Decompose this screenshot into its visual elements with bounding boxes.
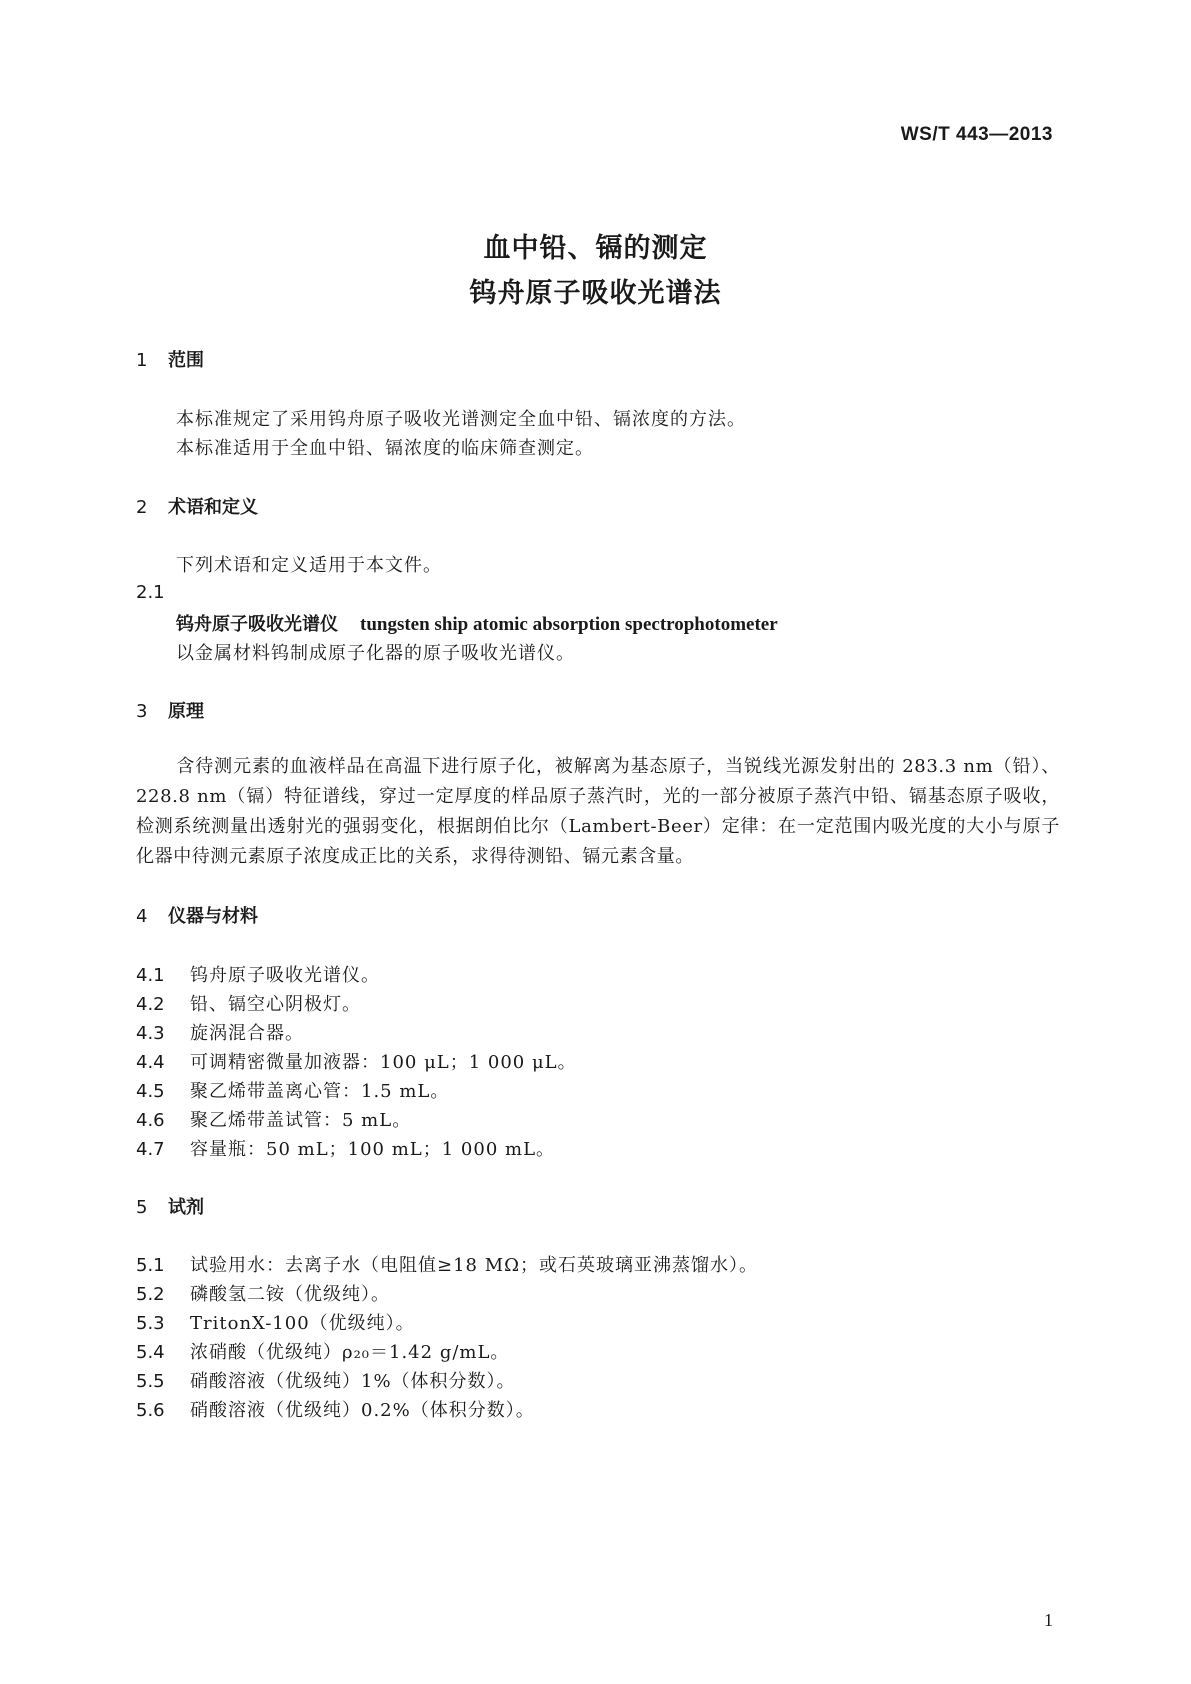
section-title: 范围 [168,350,204,371]
item-number: 5.3 [136,1313,165,1334]
list-item [136,1048,577,1074]
section-heading-principle [136,697,204,723]
principle-text [136,752,1060,872]
section-title: 仪器与材料 [168,906,258,927]
section-number: 3 [136,701,148,722]
section-title: 术语和定义 [168,497,258,518]
item-text: 聚乙烯带盖离心管：1.5 mL。 [190,1081,450,1102]
list-item [136,961,380,987]
list-item [136,1077,449,1103]
item-number: 4.1 [136,965,165,986]
item-number: 4.5 [136,1081,165,1102]
item-number: 5.4 [136,1342,165,1363]
item-number: 4.2 [136,994,165,1015]
subsection-number: 2.1 [136,582,165,603]
term-english: tungsten ship atomic absorption spectrophotometer [360,614,778,635]
paragraph: 本标准适用于全血中铅、镉浓度的临床筛查测定。 [176,438,594,459]
list-item [136,1280,390,1306]
principle-paragraph: 含待测元素的血液样品在高温下进行原子化，被解离为基态原子，当锐线光源发射出的 283.3 nm（铅）、228.8 nm（镉）特征谱线，穿过一定厚度的样品原子蒸汽时，光的一部分被原子蒸汽中铅、镉基态原子吸收，检测系统测量出透射光的强弱变化，根据朗伯比尔（Lambert-Beer）定律：在一定范围内吸光度的大小与原子化器中待测元素原子浓度成正比的关系，求得待测铅、镉元素含量。 [136,756,1060,867]
list-item [136,1019,304,1045]
term-definition: 以金属材料钨制成原子化器的原子吸收光谱仪。 [176,643,575,664]
item-text: 铅、镉空心阴极灯。 [190,994,361,1015]
section-number: 1 [136,350,148,371]
item-number: 4.3 [136,1023,165,1044]
list-item [136,1309,415,1335]
list-item [136,1367,516,1393]
section-title: 试剂 [168,1197,204,1218]
page-number: 1 [1044,1610,1053,1630]
item-text: 硝酸溶液（优级纯）0.2%（体积分数）。 [190,1400,535,1421]
list-item [136,1251,758,1277]
section-heading-terms [136,493,258,519]
list-item [136,990,361,1016]
list-item [136,1338,509,1364]
list-item [136,1135,555,1161]
section-heading-instruments [136,902,258,928]
section-number: 2 [136,497,148,518]
item-number: 5.1 [136,1255,165,1276]
item-text: 浓硝酸（优级纯）ρ₂₀＝1.42 g/mL。 [190,1342,510,1363]
item-text: 容量瓶：50 mL；100 mL；1 000 mL。 [190,1139,556,1160]
item-text: 硝酸溶液（优级纯）1%（体积分数）。 [190,1371,516,1392]
paragraph: 下列术语和定义适用于本文件。 [176,555,442,576]
term-entry [176,610,778,636]
list-item [136,1106,411,1132]
item-number: 4.6 [136,1110,165,1131]
item-number: 5.6 [136,1400,165,1421]
item-text: 试验用水：去离子水（电阻值≥18 MΩ；或石英玻璃亚沸蒸馏水）。 [190,1255,759,1276]
standard-code: WS/T 443—2013 [900,124,1053,145]
item-text: 聚乙烯带盖试管：5 mL。 [190,1110,412,1131]
document-title: 血中铅、镉的测定 [483,233,708,264]
item-text: TritonX-100（优级纯）。 [190,1313,415,1334]
item-number: 5.2 [136,1284,165,1305]
list-item [136,1396,535,1422]
item-number: 5.5 [136,1371,165,1392]
paragraph: 本标准规定了采用钨舟原子吸收光谱测定全血中铅、镉浓度的方法。 [176,409,746,430]
item-text: 旋涡混合器。 [190,1023,304,1044]
section-number: 5 [136,1197,148,1218]
section-heading-reagents [136,1193,204,1219]
item-text: 可调精密微量加液器：100 μL；1 000 μL。 [190,1052,577,1073]
item-text: 钨舟原子吸收光谱仪。 [190,965,380,986]
term-chinese: 钨舟原子吸收光谱仪 [176,614,338,635]
section-heading-scope [136,346,204,372]
item-text: 磷酸氢二铵（优级纯）。 [190,1284,390,1305]
document-subtitle: 钨舟原子吸收光谱法 [469,278,722,309]
section-number: 4 [136,906,148,927]
section-title: 原理 [168,701,204,722]
item-number: 4.7 [136,1139,165,1160]
item-number: 4.4 [136,1052,165,1073]
